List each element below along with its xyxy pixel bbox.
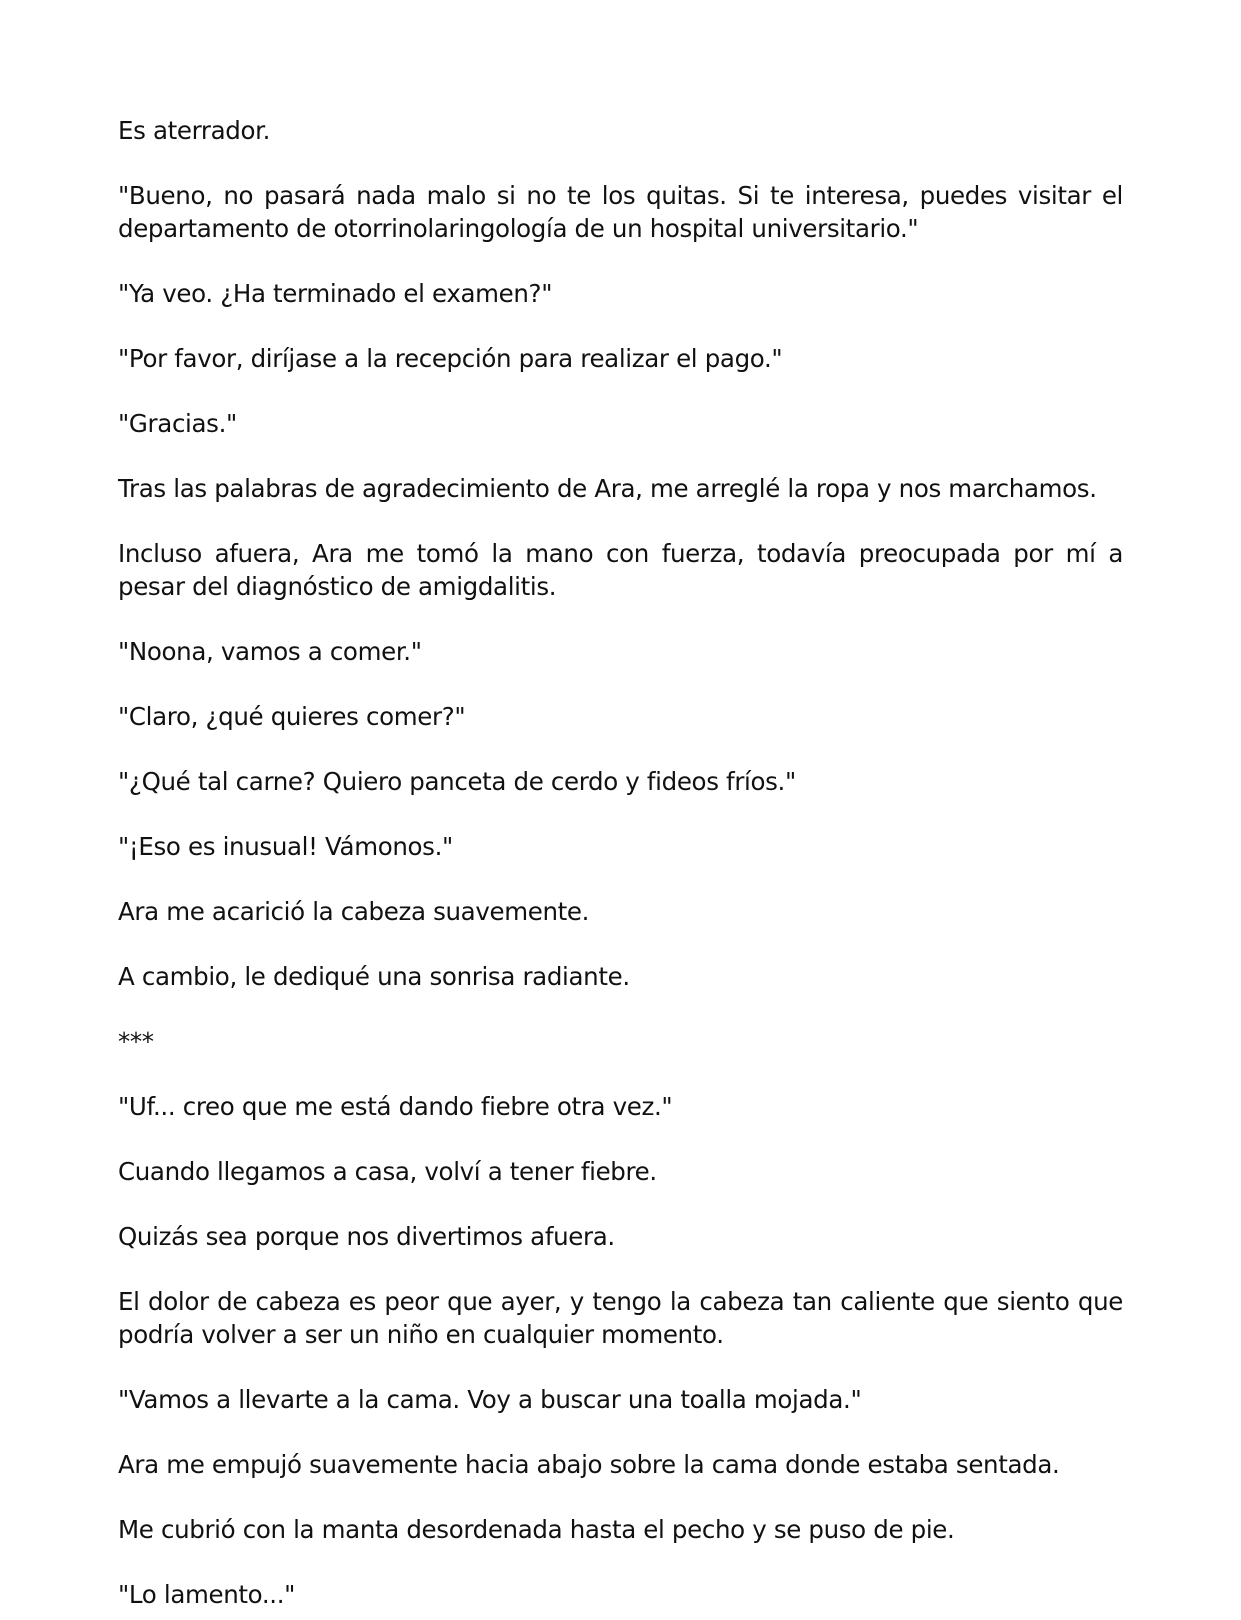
paragraph: Es aterrador. (118, 116, 271, 145)
paragraph: "Noona, vamos a comer." (118, 637, 422, 666)
paragraph: "Claro, ¿qué quieres comer?" (118, 702, 466, 731)
paragraph: El dolor de cabeza es peor que ayer, y tengo la cabeza tan caliente que siento que podría volver a ser un niño en cualquier momento. (118, 1287, 1123, 1349)
paragraph: Me cubrió con la manta desordenada hasta el pecho y se puso de pie. (118, 1515, 955, 1544)
paragraph: "Lo lamento..." (118, 1580, 296, 1609)
paragraph: "¿Qué tal carne? Quiero panceta de cerdo y fideos fríos." (118, 767, 796, 796)
paragraph: A cambio, le dediqué una sonrisa radiante. (118, 962, 630, 991)
paragraph: Cuando llegamos a casa, volví a tener fiebre. (118, 1157, 657, 1186)
paragraph: "Uf... creo que me está dando fiebre otra vez." (118, 1092, 673, 1121)
paragraph: "Ya veo. ¿Ha terminado el examen?" (118, 279, 553, 308)
paragraph: Ara me acarició la cabeza suavemente. (118, 897, 590, 926)
paragraph: "¡Eso es inusual! Vámonos." (118, 832, 453, 861)
paragraph: Incluso afuera, Ara me tomó la mano con fuerza, todavía preocupada por mí a pesar del diagnóstico de amigdalitis. (118, 539, 1123, 601)
paragraph: Tras las palabras de agradecimiento de Ara, me arreglé la ropa y nos marchamos. (118, 474, 1097, 503)
paragraph: Quizás sea porque nos divertimos afuera. (118, 1222, 615, 1251)
paragraph: Ara me empujó suavemente hacia abajo sobre la cama donde estaba sentada. (118, 1450, 1060, 1479)
paragraph: "Vamos a llevarte a la cama. Voy a buscar una toalla mojada." (118, 1385, 862, 1414)
paragraph: "Bueno, no pasará nada malo si no te los quitas. Si te interesa, puedes visitar el departamento de otorrinolaringología de un hospital universitario." (118, 181, 1123, 243)
paragraph: "Gracias." (118, 409, 237, 438)
document-body (118, 114, 1123, 1620)
scene-break: *** (118, 1027, 154, 1056)
paragraph: "Por favor, diríjase a la recepción para realizar el pago." (118, 344, 783, 373)
